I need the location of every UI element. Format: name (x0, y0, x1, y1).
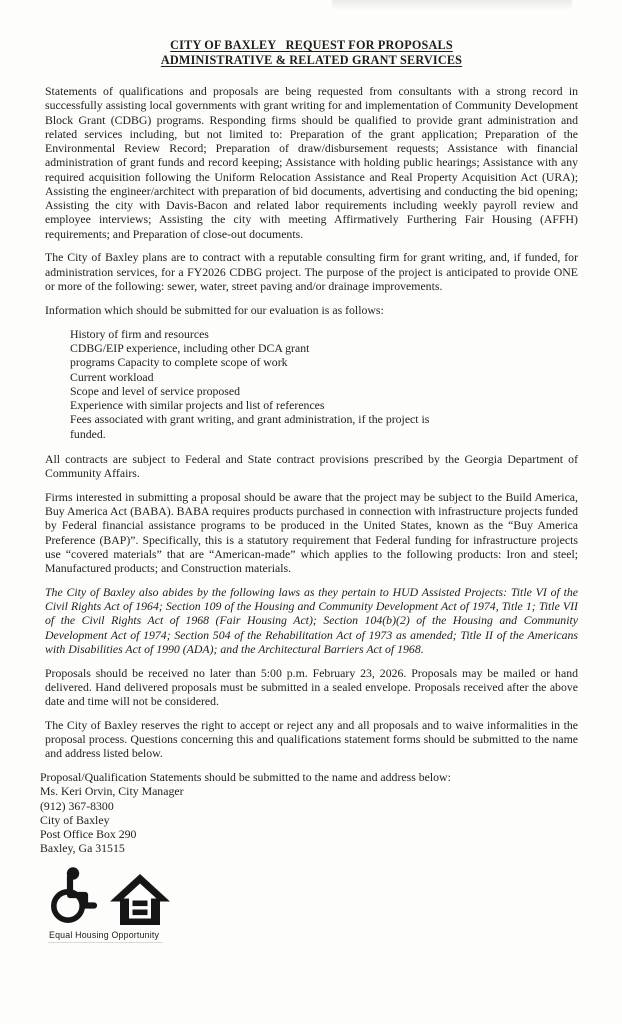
contact-address-line2: Baxley, Ga 31515 (40, 841, 125, 856)
paragraph-contracts: All contracts are subject to Federal and State contract provisions prescribed by the Georgia Department of Community Affairs. (45, 451, 578, 480)
document-header (45, 38, 578, 68)
wheelchair-accessibility-icon (48, 866, 104, 925)
paragraph-evaluation-intro: Information which should be submitted for our evaluation is as follows: (45, 302, 384, 317)
contact-address-line1: Post Office Box 290 (40, 827, 137, 841)
logo-row (48, 866, 578, 925)
evaluation-list (45, 327, 578, 441)
scan-artifact (332, 0, 572, 10)
paragraph-hud-laws: The City of Baxley also abides by the following laws as they pertain to HUD Assisted Projects: Title VI of the Civil Rights Act of 1964; Section 109 of the Housing and Community Development Act of 1974, Title 1; Title VII of the Civil Rights Act of 1968 (Fair Housing Act); Section 104(b)(2) of the Housing and Community Development Act of 1974; Section 504 of the Rehabilitation Act of 1973 as amended; Title II of the Americans with Disabilities Act of 1990 (ADA); and the Architectural Barriers Act of 1968. (45, 584, 578, 656)
submission-block (40, 770, 578, 856)
equal-housing-opportunity-icon (109, 874, 171, 925)
evaluation-item: Experience with similar projects and list of references (70, 398, 325, 412)
document-title-line2: ADMINISTRATIVE & RELATED GRANT SERVICES (160, 53, 463, 67)
paragraph-deadline: Proposals should be received no later than 5:00 p.m. February 23, 2026. Proposals may be mailed or hand delivered. Hand delivered proposals must be submitted in a sealed envelope. Proposals received after the above date and time will not be considered. (45, 665, 578, 708)
paragraph-intro: Statements of qualifications and proposals are being requested from consultants with a strong record in successfully assisting local governments with grant writing for and implementation of Community Development Block Grant (CDBG) programs. Responding firms should be qualified to provide grant administration and related services including, but not limited to: Preparation of the grant application; Preparation of the Environmental Review Record; Preparation of draw/disbursement requests; Assistance with financial administration of grant funds and record keeping; Assistance with holding public hearings; Assistance with any required acquisition following the Uniform Relocation Assistance and Real Property Acquisition Act (URA); Assisting the engineer/architect with preparation of bid documents, advertising and conducting the bid opening; Assisting the city with Davis-Bacon and related labor requirements including weekly payroll review and employee interviews; Assisting the city with meeting Affirmatively Furthering Fair Housing (AFFH) requirements; and Preparation of close-out documents. (45, 84, 578, 241)
paragraph-baba: Firms interested in submitting a proposal should be aware that the project may be subject to the Build America, Buy America Act (BABA). BABA requires products purchased in connection with infrastructure projects funded by Federal financial assistance programs to be produced in the United States, known as the “Buy America Preference (BAP)”. Specifically, this is a statutory requirement that Federal funding for infrastructure projects use “covered materials” that are “American-made” which applies to the following products: Iron and steel; Manufactured products; and Construction materials. (45, 489, 578, 575)
document-title-line1: CITY OF BAXLEY REQUEST FOR PROPOSALS (170, 38, 453, 52)
evaluation-item: funded. (70, 426, 106, 441)
footer-logos (48, 866, 578, 943)
paragraph-plans: The City of Baxley plans are to contract with a reputable consulting firm for grant writing, and, if funded, for administration services, for a FY2026 CDBG project. The purpose of the project is anticipated to provide ONE or more of the following: sewer, water, street paving and/or drainage improvements. (45, 250, 578, 293)
equal-housing-caption: Equal Housing Opportunity (48, 930, 163, 943)
submission-intro: Proposal/Qualification Statements should be submitted to the name and address below: (40, 770, 451, 784)
evaluation-item: Current workload (70, 369, 154, 384)
evaluation-item: Fees associated with grant writing, and grant administration, if the project is (70, 412, 430, 427)
evaluation-item: History of firm and resources (70, 326, 209, 341)
contact-organization: City of Baxley (40, 812, 110, 827)
contact-name: Ms. Keri Orvin, City Manager (40, 784, 184, 799)
evaluation-item: CDBG/EIP experience, including other DCA grant (70, 341, 310, 355)
evaluation-item: programs Capacity to complete scope of work (70, 355, 288, 370)
paragraph-rights: The City of Baxley reserves the right to accept or reject any and all proposals and to waive informalities in the proposal process. Questions concerning this and qualifications statement forms should be submitted to the name and address listed below. (45, 717, 578, 761)
evaluation-item: Scope and level of service proposed (70, 383, 241, 398)
contact-phone: (912) 367-8300 (40, 798, 114, 813)
